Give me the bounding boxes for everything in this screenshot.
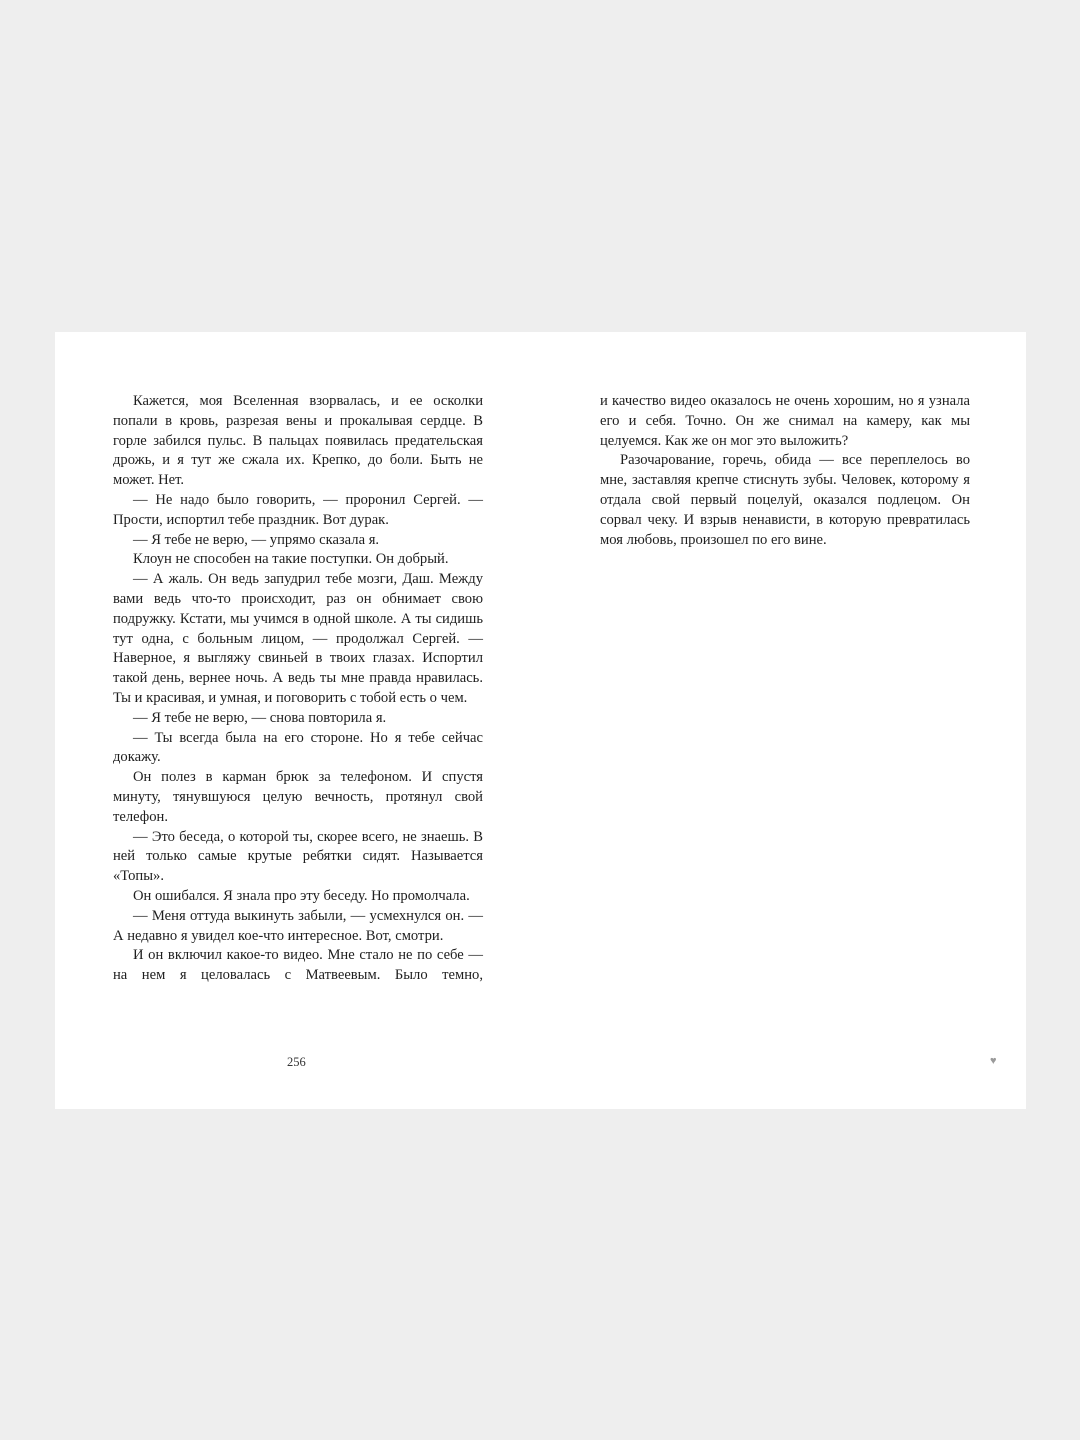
paragraph: — Я тебе не верю, — снова повторила я. — [133, 709, 387, 726]
paragraph: Кажется, моя Вселенная взорвалась, и ее осколки попали в кровь, разрезая вены и прокалывая сердце. В горле забился пульс. В пальцах появилась предательская дрожь, и я тут же сжала их. Крепко, до боли. Быть не может. Нет. — [113, 393, 483, 489]
paragraph: — Это беседа, о которой ты, скорее всего, не знаешь. В ней только самые крутые ребятки сидят. Называется «Топы». — [113, 828, 483, 885]
paragraph: — Ты всегда была на его стороне. Но я тебе сейчас докажу. — [113, 729, 483, 766]
paragraph: Он полез в карман брюк за телефоном. И спустя минуту, тянувшуюся целую вечность, протянул свой телефон. — [113, 769, 483, 825]
paragraph: — Меня оттуда выкинуть забыли, — усмехнулся он. — А недавно я увидел кое-что интересное. Вот, смотри. — [113, 907, 483, 944]
paragraph: Он ошибался. Я знала про эту беседу. Но промолчала. — [133, 887, 470, 904]
left-page-text — [113, 392, 483, 986]
page-number: 256 — [287, 1055, 306, 1069]
heart-icon: ♥ — [990, 1055, 997, 1067]
paragraph-continued: и качество видео оказалось не очень хорошим, но я узнала его и себя. Точно. Он же снимал на камеру, как мы целуемся. Как же он мог это выложить? — [600, 393, 970, 449]
paragraph: — Я тебе не верю, — упрямо сказала я. — [133, 531, 380, 548]
book-spread — [55, 332, 1026, 1109]
right-page-text — [600, 392, 970, 550]
paragraph: Разочарование, горечь, обида — все переплелось во мне, заставляя крепче стиснуть зубы. Человек, которому я отдала свой первый поцелуй, оказался подлецом. Он сорвал чеку. И взрыв ненависти, в которую превратилась моя любовь, произошел по его вине. — [600, 452, 970, 548]
paragraph: Клоун не способен на такие поступки. Он добрый. — [133, 551, 449, 568]
paragraph: — Не надо было говорить, — проронил Сергей. — Прости, испортил тебе праздник. Вот дурак. — [113, 491, 483, 528]
paragraph: — А жаль. Он ведь запудрил тебе мозги, Даш. Между вами ведь что-то происходит, раз он обнимает свою подружку. Кстати, мы учимся в одной школе. А ты сидишь тут одна, с больным лицом, — продолжал Сергей. — Наверное, я выгляжу свиньей в твоих глазах. Испортил такой день, вернее ночь. А ведь ты мне правда нравилась. Ты и красивая, и умная, и поговорить с тобой есть о чем. — [113, 571, 483, 706]
paragraph: И он включил какое-то видео. Мне стало не по себе — на нем я целовалась с Матвеевым. Было темно, — [113, 947, 483, 984]
